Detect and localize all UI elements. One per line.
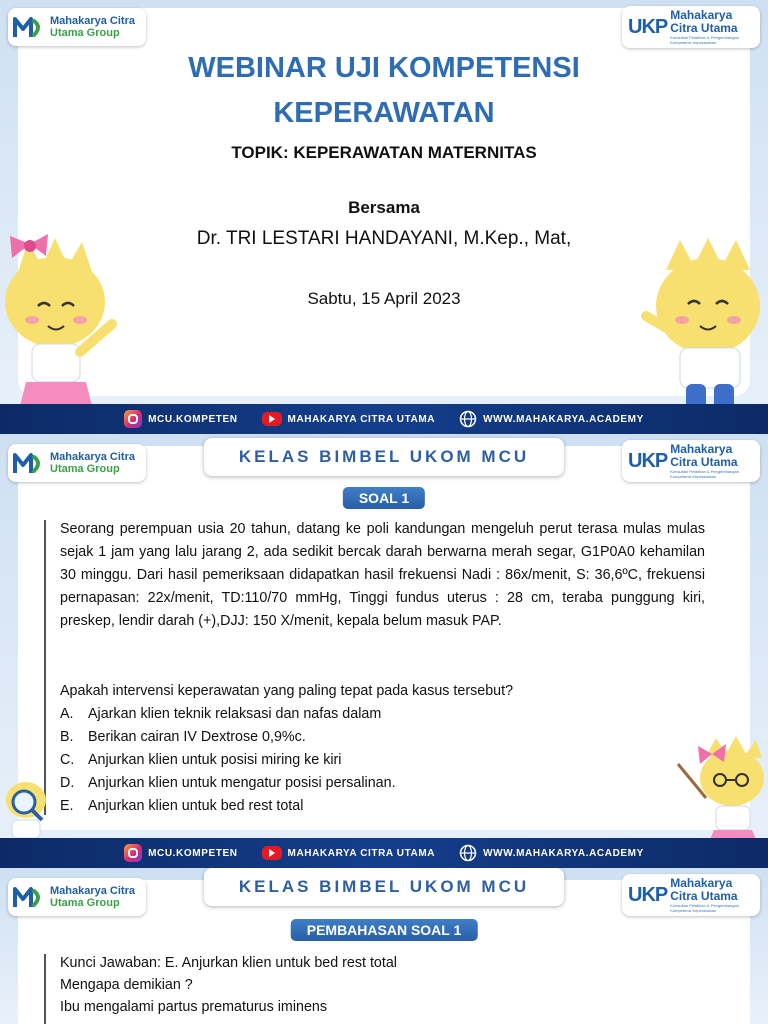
answer-option[interactable]: A. Ajarkan klien teknik relaksasi dan nafas dalam xyxy=(60,706,382,722)
mascot-magnifier-illustration xyxy=(0,774,60,840)
instagram-icon xyxy=(124,844,142,862)
answer-option[interactable]: B. Berikan cairan IV Dextrose 0,9%c. xyxy=(60,729,306,745)
logo-line-2: Utama Group xyxy=(50,27,120,39)
ukp-line-2: Citra Utama xyxy=(670,21,738,35)
website-link[interactable] xyxy=(459,844,644,862)
youtube-link[interactable] xyxy=(262,412,436,426)
answer-option[interactable]: D. Anjurkan klien untuk mengatur posisi persalinan. xyxy=(60,775,396,791)
answer-option[interactable]: C. Anjurkan klien untuk posisi miring ke kiri xyxy=(60,752,342,768)
ukp-logo xyxy=(622,6,760,48)
mascot-girl-illustration xyxy=(0,232,130,432)
mcu-group-logo xyxy=(8,878,146,916)
answer-option[interactable]: E. Anjurkan klien untuk bed rest total xyxy=(60,798,304,814)
ukp-line-1: Mahakarya xyxy=(670,442,733,456)
youtube-icon xyxy=(262,412,282,426)
question-badge: SOAL 1 xyxy=(343,487,425,509)
mcu-group-logo xyxy=(8,8,146,46)
question-block xyxy=(60,680,705,818)
instagram-icon xyxy=(124,410,142,428)
explanation-text: Ibu mengalami partus prematurus iminens xyxy=(60,999,327,1015)
ukp-tagline: Konsultan Pelatihan & Pengembangan Kompetensi Keperawatan xyxy=(670,903,739,913)
webinar-topic: TOPIK: KEPERAWATAN MATERNITAS xyxy=(231,143,537,162)
accent-rule xyxy=(44,520,46,815)
instagram-handle: MCU.KOMPETEN xyxy=(148,847,238,859)
ukp-logo-mark: UKP xyxy=(628,449,668,472)
speaker-name: Dr. TRI LESTARI HANDAYANI, M.Kep., Mat, xyxy=(196,228,572,249)
accent-rule xyxy=(44,954,46,1024)
ukp-line-1: Mahakarya xyxy=(670,8,733,22)
ukp-line-2: Citra Utama xyxy=(670,455,738,469)
webinar-date: Sabtu, 15 April 2023 xyxy=(307,289,461,308)
why-heading: Mengapa demikian ? xyxy=(60,977,193,993)
ukp-logo xyxy=(622,874,760,916)
ukp-tagline: Konsultan Pelatihan & Pengembangan Kompetensi Keperawatan xyxy=(670,35,739,45)
logo-line-1: Mahakarya Citra xyxy=(50,15,135,27)
webinar-title-line-2: KEPERAWATAN xyxy=(273,97,495,129)
ukp-line-1: Mahakarya xyxy=(670,876,733,890)
website-url: WWW.MAHAKARYA.ACADEMY xyxy=(483,847,644,859)
answer-key: Kunci Jawaban: E. Anjurkan klien untuk bed rest total xyxy=(60,955,397,971)
mcu-group-logo xyxy=(8,444,146,482)
website-link[interactable] xyxy=(459,410,644,428)
mascot-teacher-illustration xyxy=(676,734,768,844)
with-label: Bersama xyxy=(348,198,420,217)
mascot-boy-illustration xyxy=(636,236,768,432)
ukp-logo-mark: UKP xyxy=(628,15,668,38)
slide-webinar-cover xyxy=(0,0,768,434)
globe-icon xyxy=(459,410,477,428)
logo-line-1: Mahakarya Citra xyxy=(50,885,135,897)
ukp-logo-mark: UKP xyxy=(628,883,668,906)
mcu-logo-icon xyxy=(12,13,46,41)
logo-line-1: Mahakarya Citra xyxy=(50,451,135,463)
globe-icon xyxy=(459,844,477,862)
discussion-block xyxy=(60,952,705,1018)
contact-footer xyxy=(0,838,768,868)
mcu-logo-icon xyxy=(12,883,46,911)
slide-discussion-1 xyxy=(0,868,768,1024)
instagram-link[interactable] xyxy=(124,410,237,428)
mcu-logo-icon xyxy=(12,449,46,477)
ukp-logo xyxy=(622,440,760,482)
youtube-channel: MAHAKARYA CITRA UTAMA xyxy=(287,413,436,425)
ukp-line-2: Citra Utama xyxy=(670,889,738,903)
ukp-tagline: Konsultan Pelatihan & Pengembangan Kompetensi Keperawatan xyxy=(670,469,739,479)
logo-line-2: Utama Group xyxy=(50,897,120,909)
webinar-title-line-1: WEBINAR UJI KOMPETENSI xyxy=(188,52,580,84)
contact-footer xyxy=(0,404,768,434)
logo-line-2: Utama Group xyxy=(50,463,120,475)
instagram-link[interactable] xyxy=(124,844,237,862)
class-banner: KELAS BIMBEL UKOM MCU xyxy=(204,438,564,476)
class-banner: KELAS BIMBEL UKOM MCU xyxy=(204,868,564,906)
instagram-handle: MCU.KOMPETEN xyxy=(148,413,238,425)
question-prompt: Apakah intervensi keperawatan yang paling tepat pada kasus tersebut? xyxy=(60,683,514,699)
slide-question-1 xyxy=(0,434,768,868)
youtube-icon xyxy=(262,846,282,860)
question-case-text: Seorang perempuan usia 20 tahun, datang ke poli kandungan mengeluh perut terasa mulas mulas sejak 1 jam yang lalu jarang 2, ada sedikit bercak darah berwarna merah segar, G1P0A0 kehamilan 30 minggu. Dari hasil pemeriksaan didapatkan hasil frekuensi Nadi : 86x/menit, S: 36,6ºC, frekuensi pernapasan: 22x/menit, TD:110/70 mmHg, Tinggi fundus uterus : 28 cm, teraba punggung kiri, preskep, lendir darah (+),DJJ: 150 X/menit, kepala belum masuk PAP. xyxy=(60,521,705,629)
youtube-link[interactable] xyxy=(262,846,436,860)
website-url: WWW.MAHAKARYA.ACADEMY xyxy=(483,413,644,425)
discussion-badge: PEMBAHASAN SOAL 1 xyxy=(291,919,478,941)
youtube-channel: MAHAKARYA CITRA UTAMA xyxy=(287,847,436,859)
